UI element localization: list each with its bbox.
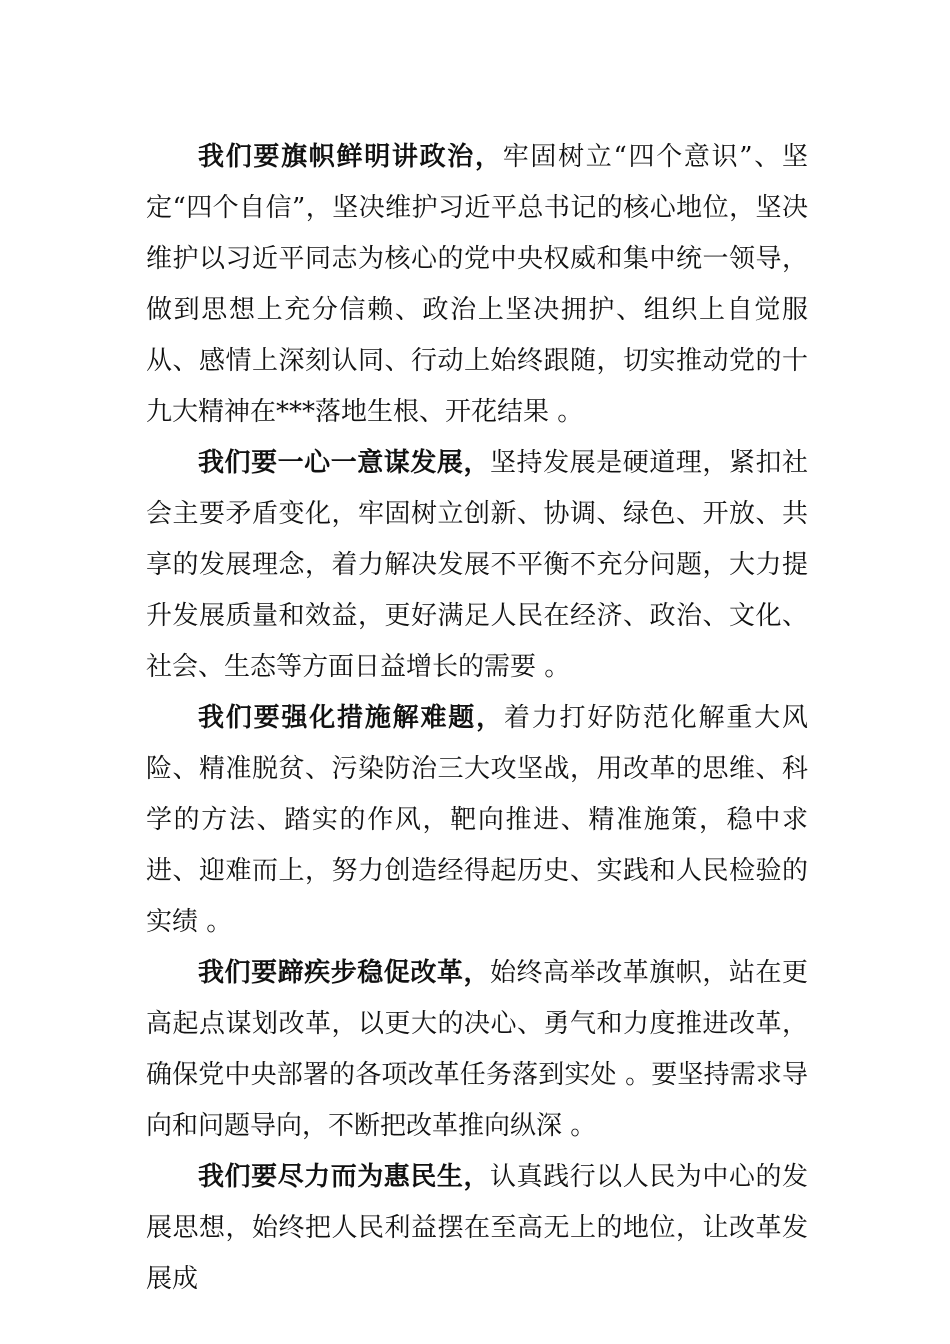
paragraph-lead: 我们要一心一意谋发展，	[198, 448, 490, 478]
paragraph-lead: 我们要尽力而为惠民生，	[198, 1162, 490, 1192]
paragraph-body: 着力打好防范化解重大风险、精准脱贫、污染防治三大攻坚战，用改革的思维、科学的方法、踏实的作风，靶向推进、精准施策，稳中求进、迎难而上，努力创造经得起历史、实践和人民检验的实绩 。	[146, 703, 808, 937]
paragraph-livelihood	[146, 1152, 808, 1305]
paragraph-measures	[146, 693, 808, 948]
paragraph-lead: 我们要旗帜鲜明讲政治，	[198, 142, 503, 172]
paragraph-lead: 我们要蹄疾步稳促改革，	[198, 958, 490, 988]
paragraph-development	[146, 438, 808, 693]
paragraph-reform	[146, 948, 808, 1152]
paragraph-body: 坚持发展是硬道理，紧扣社会主要矛盾变化，牢固树立创新、协调、绿色、开放、共享的发展理念，着力解决发展不平衡不充分问题，大力提升发展质量和效益，更好满足人民在经济、政治、文化、社会、生态等方面日益增长的需要 。	[146, 448, 808, 682]
document-body	[146, 132, 808, 1305]
paragraph-body: 始终高举改革旗帜，站在更高起点谋划改革，以更大的决心、勇气和力度推进改革，确保党中央部署的各项改革任务落到实处 。要坚持需求导向和问题导向，不断把改革推向纵深 。	[146, 958, 808, 1141]
paragraph-lead: 我们要强化措施解难题，	[198, 703, 504, 733]
paragraph-politics	[146, 132, 808, 438]
paragraph-body: 牢固树立“四个意识”、坚定“四个自信”，坚决维护习近平总书记的核心地位，坚决维护以习近平同志为核心的党中央权威和集中统一领导，做到思想上充分信赖、政治上坚决拥护、组织上自觉服从、感情上深刻认同、行动上始终跟随，切实推动党的十九大精神在***落地生根、开花结果 。	[146, 142, 808, 427]
paragraph-body: 认真践行以人民为中心的发展思想，始终把人民利益摆在至高无上的地位，让改革发展成	[146, 1162, 808, 1294]
